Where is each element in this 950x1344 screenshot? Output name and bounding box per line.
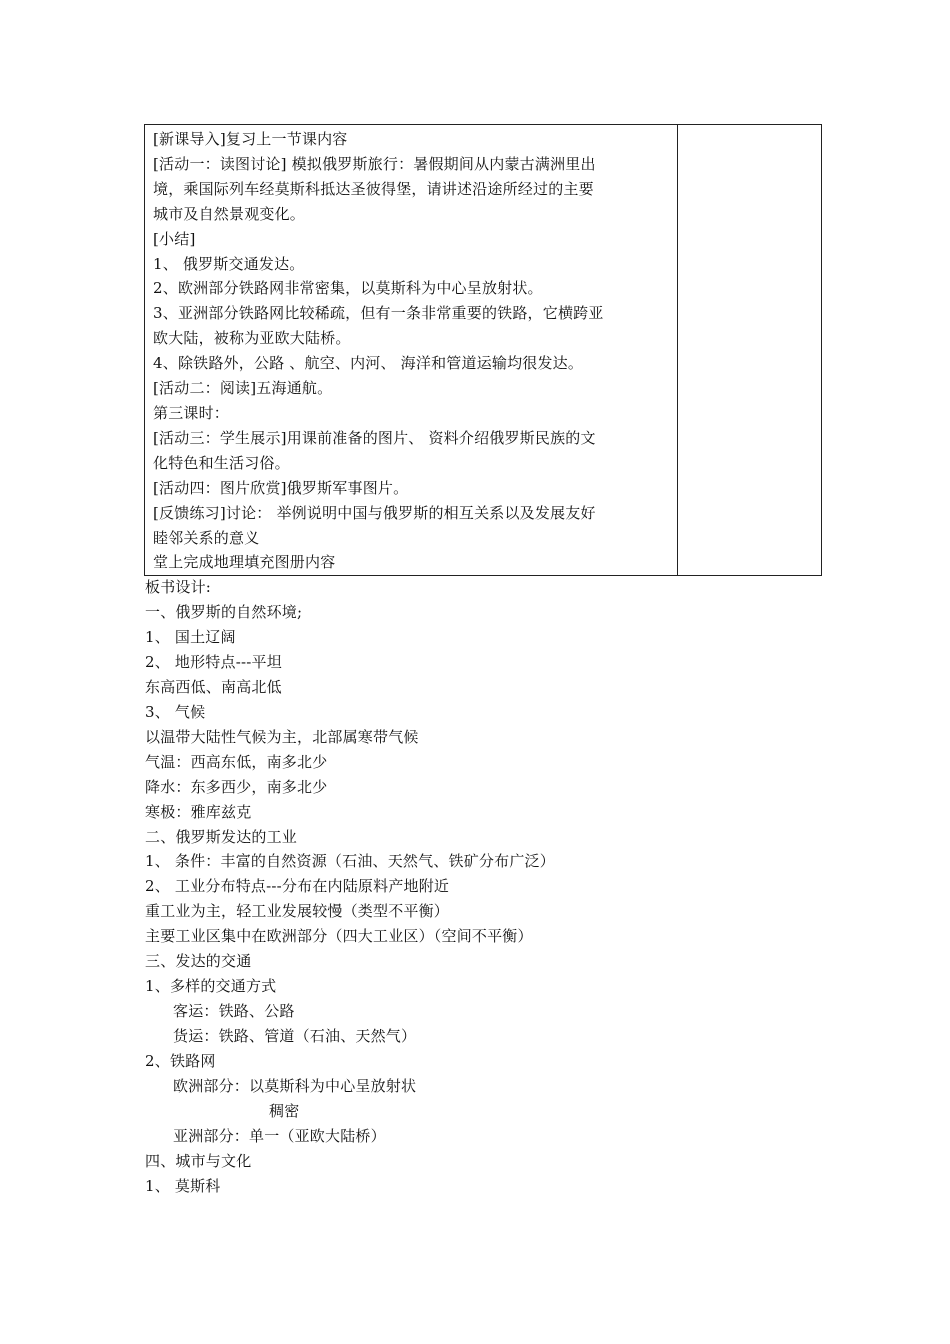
board-line: 欧洲部分：以莫斯科为中心呈放射状: [173, 1077, 417, 1096]
board-line: 四、城市与文化: [145, 1151, 252, 1170]
lesson-line: 3、亚洲部分铁路网比较稀疏，但有一条非常重要的铁路，它横跨亚: [153, 304, 604, 323]
lesson-line: 2、欧洲部分铁路网非常密集，以莫斯科为中心呈放射状。: [153, 279, 543, 298]
lesson-line: 化特色和生活习俗。: [153, 453, 290, 472]
lesson-content-cell: [145, 125, 678, 576]
board-line: 重工业为主，轻工业发展较慢（类型不平衡）: [145, 902, 450, 921]
board-line: 主要工业区集中在欧洲部分（四大工业区）（空间不平衡）: [145, 927, 533, 946]
board-line: 二、俄罗斯发达的工业: [145, 827, 298, 846]
board-line: 一、俄罗斯的自然环境;: [145, 602, 303, 621]
board-line: 以温带大陆性气候为主，北部属寒带气候: [145, 727, 419, 746]
lesson-line: 城市及自然景观变化。: [153, 204, 306, 223]
lesson-line: 1、 俄罗斯交通发达。: [153, 254, 305, 273]
board-line: 东高西低、南高北低: [145, 677, 282, 696]
board-line: 2、铁路网: [145, 1052, 216, 1071]
lesson-line: 堂上完成地理填充图册内容: [153, 553, 336, 572]
lesson-line: [小结]: [153, 229, 196, 248]
lesson-table: [144, 124, 822, 576]
board-line: 1、多样的交通方式: [145, 977, 277, 996]
lesson-line: [新课导入]复习上一节课内容: [153, 130, 348, 148]
lesson-line: [活动二：阅读]五海通航。: [153, 379, 333, 398]
lesson-line: 4、除铁路外，公路 、航空、内河、 海洋和管道运输均很发达。: [153, 354, 584, 373]
board-line: 3、 气候: [145, 702, 206, 721]
board-line: 2、 工业分布特点---分布在内陆原料产地附近: [145, 877, 450, 896]
board-line: 降水：东多西少，南多北少: [145, 777, 328, 796]
board-heading: 板书设计:: [145, 578, 212, 596]
notes-cell: [678, 125, 822, 576]
lesson-line: [活动一：读图讨论] 模拟俄罗斯旅行：暑假期间从内蒙古满洲里出: [153, 154, 596, 173]
board-line: 货运：铁路、管道（石油、天然气）: [173, 1027, 417, 1046]
board-line: 1、 国土辽阔: [145, 627, 236, 646]
lesson-line: [活动四：图片欣赏]俄罗斯军事图片。: [153, 478, 409, 497]
board-line: 气温：西高东低，南多北少: [145, 752, 328, 771]
lesson-content: [153, 127, 671, 575]
lesson-line: 欧大陆，被称为亚欧大陆桥。: [153, 329, 351, 348]
board-line: 2、 地形特点---平坦: [145, 652, 282, 671]
board-line: 1、 莫斯科: [145, 1176, 221, 1195]
board-design: [145, 575, 555, 1199]
table-row: [145, 125, 822, 576]
board-line: 1、 条件：丰富的自然资源（石油、天然气、铁矿分布广泛）: [145, 852, 555, 871]
lesson-line: 境，乘国际列车经莫斯科抵达圣彼得堡，请讲述沿途所经过的主要: [153, 179, 594, 198]
lesson-line: [活动三：学生展示]用课前准备的图片、 资料介绍俄罗斯民族的文: [153, 428, 596, 447]
board-line: 客运：铁路、公路: [173, 1002, 295, 1021]
board-line: 寒极：雅库兹克: [145, 802, 252, 821]
lesson-line: 第三课时：: [153, 403, 230, 422]
lesson-line: [反馈练习]讨论： 举例说明中国与俄罗斯的相互关系以及发展友好: [153, 503, 596, 522]
lesson-line: 睦邻关系的意义: [153, 528, 260, 547]
board-line: 亚洲部分：单一（亚欧大陆桥）: [173, 1126, 386, 1145]
board-line: 稠密: [269, 1102, 300, 1121]
board-line: 三、发达的交通: [145, 952, 252, 971]
